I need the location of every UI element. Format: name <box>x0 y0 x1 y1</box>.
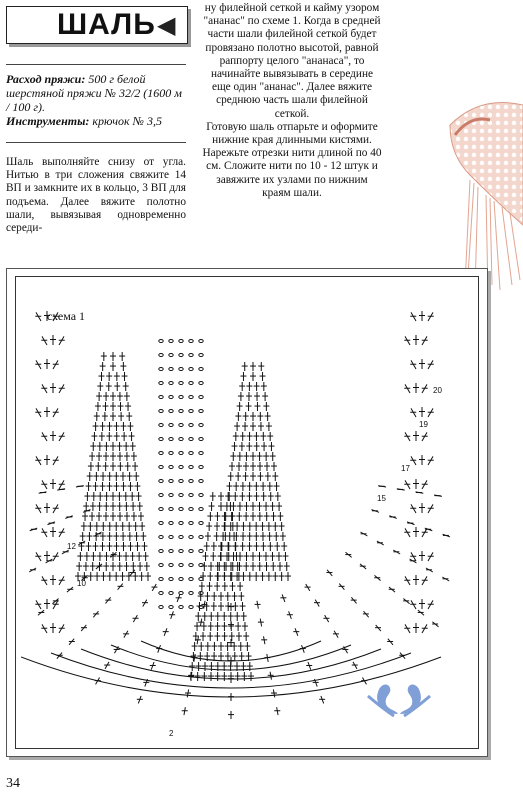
page-number: 34 <box>6 776 20 791</box>
row-number: 20 <box>433 386 442 395</box>
row-number: 2 <box>169 729 174 738</box>
row-number: 19 <box>419 420 428 429</box>
yarn-text: 500 г белой шерстяной пряжи № 32/2 (1600 м / 100 г). <box>6 72 182 114</box>
body-text-right <box>202 2 382 200</box>
yarn-label: Расход пряжи: <box>6 72 86 86</box>
materials-block <box>6 72 186 128</box>
page-title: ШАЛЬ <box>57 8 156 41</box>
divider-bottom <box>6 142 186 143</box>
row-number: 10 <box>77 579 86 588</box>
body-text-left: Шаль выполняйте снизу от угла. Нитью в три сложения свяжите 14 ВП и замкните их в кольцо, 3 ВП для подъема. Далее вяжите полотно шали, вывязывая одновременно середи- <box>6 156 186 235</box>
body-paragraph-1: ну филейной сеткой и кайму узором "ананас" по схеме 1. Когда в средней части шали филейной сеткой будет провязано полотно высотой, равной раппорту целого "ананаса", то начинайте вывязывать в середине еще один "ананас". Далее вяжите среднюю часть шали филейной сеткой. <box>203 2 381 120</box>
shawl-photo <box>430 95 523 295</box>
schema-label: схема 1 <box>47 309 86 323</box>
tools-text: крючок № 3,5 <box>89 114 162 128</box>
row-number: 15 <box>377 494 386 503</box>
row-number: 17 <box>401 464 410 473</box>
title-box <box>6 6 188 44</box>
row-number: 12 <box>67 542 76 551</box>
crochet-chart <box>21 281 461 741</box>
swan-logo-icon <box>364 674 434 720</box>
tools-label: Инструменты: <box>6 114 90 128</box>
arrow-icon: ◀ <box>157 12 177 39</box>
divider-top <box>6 64 186 65</box>
body-paragraph-2: Готовую шаль отпарьте и оформите нижние края длинными кистями. Нарежьте отрезки нити длиной по 40 см. Сложите нити по 10 - 12 штук и завяжите их узлами по нижним краям шали. <box>202 120 382 199</box>
